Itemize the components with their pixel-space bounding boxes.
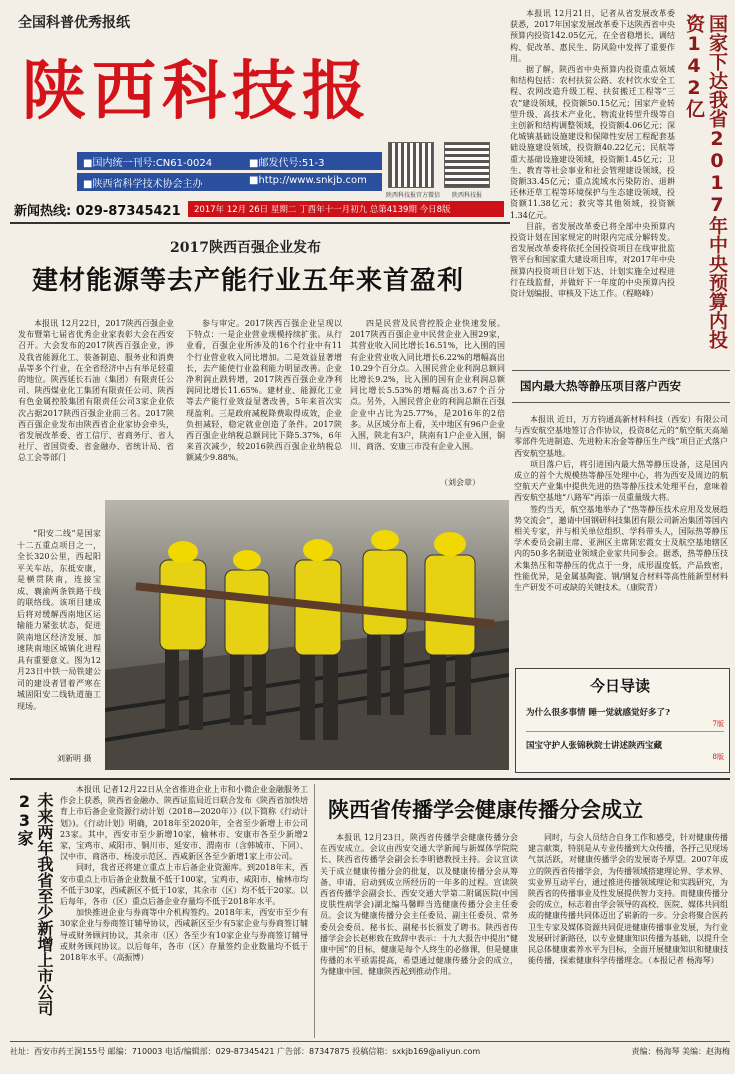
sponsor: ■陕西省科学技术协会主办 — [83, 179, 203, 190]
cn-number: ■国内统一刊号:CN61-0024 — [83, 158, 213, 169]
story-kicker: 2017陕西百强企业发布 — [170, 240, 321, 256]
story-col-2: 参与审定。2017陕西百强企业呈现以下特点：一是企业营业规模持续扩张。从行业看，百强企业所涉及的16个行业中有11个行业营业收入同比增加。二是效益显著增长，去产能使行业盈利能力明显改善。企业净利润止跌转增，2017陕西百强企业净利润同比增长11.65%。建材业、能源化工业等去产能行业效益显著改善，5年来首次实现盈利。三是政府减税降费取得成效，企业负担减轻，稳定就业创造了条件。2017陕西百强企业纳税总额同比下降5.37%，6年来首次减少，较2016陕西百强企业纳税总额减少9.88%。 — [186, 319, 342, 463]
guide-item[interactable] — [526, 706, 724, 732]
story-headline: 建材能源等去产能行业五年来首盈利 — [32, 266, 465, 296]
post-code: ■邮发代号:51-3 — [249, 158, 325, 169]
photo-caption: “阳安二线”是国家十二五重点项目之一，全长320公里，西起阳平关车站，东抵安康，是横贯陕南，连接宝成、襄渝两条铁路干线的联络线。该项目建成后将对缓解西南地区运输能力紧张状态，促进陕南地区经济发展、加速陕南地区城镇化进程具有重要意义。图为12月23日中铁一局铁建公司的建设者冒着严寒在城固阳安二线轨道施工现场。 — [17, 529, 101, 711]
story-byline: （刘会章） — [440, 478, 480, 487]
masthead-slogan: 全国科普优秀报纸 — [18, 15, 130, 31]
guide-item[interactable] — [526, 739, 724, 765]
guide-item-page: 8版 — [712, 753, 724, 761]
paragraph: 同时，我省还将建立重点上市后备企业资源库。到2018年末，西安市重点上市后备企业数量不低于100家，宝鸡市、咸阳市、榆林市均不低于30家，西咸新区不低于10家，其余市（区）均不低于20家。以后每年，各市（区）重点后备企业存量均不低于2018年水平。 — [60, 863, 308, 907]
website-link[interactable]: ■http://www.snkjb.com — [249, 175, 367, 186]
story-headline: 国内最大热等静压项目落户西安 — [520, 379, 681, 393]
paragraph: 项目落户后，将引进国内最大热等静压设备，这是国内成立的首个大规模热等静压处理中心，将为西安及周边的航空航天产业集中提供先进的热等静压技术处理平台，意味着西安航空基地“八路军”再添一员重量级大将。 — [514, 459, 728, 503]
story-col-1: 本报讯 12月22日，2017陕西百强企业发布暨第七届省优秀企业家表彰大会在西安召开。大会发布的2017陕西百强企业，涉及我省能源化工、装备制造、服务业和消费品等多个行业，在全省经济中占有举足轻重的地位。陕西延长石油（集团）有限责任公司、陕西煤业化工集团有限责任公司、陕西有色金属控股集团有限责任公司3家企业依次占据2017陕西百强企业前三名。2017陕西百强企业发布由陕西省企业家协会牵头，省发展改革委、省工信厅、省商务厅、省人社厅、省国资委、省金融办、省统计局、省总工会等部门 — [18, 319, 174, 463]
story-body — [510, 8, 675, 299]
date-line: 2017年 12月 26日 星期二 丁酉年十一月初九 总第4139期 今日8版 — [194, 205, 451, 215]
today-guide-box — [515, 668, 730, 773]
vertical-headline: 国家下达我省2017年中央预算内投资142亿 — [683, 14, 728, 349]
bottom-left-story — [10, 784, 310, 1039]
paragraph: 本报讯 近日，万方钧通高新材料科技（西安）有限公司与西安航空基地签订合作协议，投资8亿元的“航空航天高端零部件先进制造、先进粉末冶金等静压生产线”项目正式落户西安航空基地。 — [514, 415, 728, 458]
story-body — [60, 784, 308, 963]
qr-code-official[interactable] — [444, 142, 490, 188]
story-col-1: 本报讯 12月23日，陕西省传播学会健康传播分会在西安成立。会议由西安交通大学新闻与新媒体学院院长、陕西省传播学会副会长李明德教授主持。会议宣读关于成立健康传播分会的批复，以及健康传播分会从筹备、申请、启动到成立所经历的一年多的过程。宣读陕西省传播学会副会长、西安交通大学第二附属医院(中国皮肤性病学会)湖北编马馨畔当选健康传播分会主任委员。会议为健康传播分会主任委员、副主任委员、常务委员会委员、秘书长、副秘书长颁发了聘书。陕西省传播学会会长赵彬致在致辞中表示：十九大报告中提出“健康中国”的目标，健康是每个人终生的必修课，但是健康传播的水平亟需提高，希望通过健康传播分会的成立，为健康中国、健康陕西起到推动作用。 — [320, 833, 518, 977]
paragraph: 目前，省发展改革委已将全部中央预算内投资计划在国家规定的时限内完成分解转发。省发展改革委将依托全国投资项目在线审批监管平台和国家重大建设项目库，对2017年中央预算内投资项目计划下达、计划实施全过程进行在线监督，并做好下一年度的中央预算内投资计划编报、审核及下达工作。（程略峰） — [510, 221, 675, 299]
paragraph: 签约当天，航空基地举办了“热等静压技术应用及发展趋势交流会”，邀请中国钢研科技集团有限公司新冶集团等国内相关专家，并与相关单位组织、学科带头人，国际热等静压学术委员会副主席、亚洲区主席陈宏霞女士及航空基地辖区内的50多名制造业领域企业家共同参会。据悉，热等静压技术集热压和等静压的优点于一身，成形温度低，产品致密，性能优异，是金属基陶瓷、钢/钢复合材料等高性能新型材料生产研发不可或缺的关键技术。（康院青） — [514, 504, 728, 593]
qr1-label: 陕西科技报官方微信 — [386, 192, 441, 199]
vertical-headline: 未来两年我省至少新增上市公司23家 — [15, 792, 54, 1016]
story-headline: 陕西省传播学会健康传播分会成立 — [328, 798, 643, 822]
info-bar-1 — [77, 152, 382, 170]
story-col-3: 四是民营及民营控股企业快速发展。2017陕西百强企业中民营企业入围29家，其营业收入同比增长16.51%，比入围的国有企业营业收入同比增长6.22%的增幅高出10.29个百分点。入围民营企业利润总额同比增长9.2%，比入围的国有企业利润总额同比增长5.53%的增幅高出3.67个百分点。另外，入围民营企业的利润总额在百强企业中占比为25.77%，是2016年的2倍多。从区域分布上看，关中地区有96户企业入围，陕北有3户，陕南有1户企业入围，铜川、商洛、安康三市没有企业入围。 — [350, 319, 505, 452]
construction-photo — [105, 500, 509, 770]
paragraph: 本报讯 记者12月22日从全省推进企业上市和小微企业金融服务工作会上获悉，陕西省金融办、陕西证监局近日联合发布《陕西省加快培育上市后备企业资源行动计划（2018—2020年）》(以下简称《行动计划》)。《行动计划》明确，2018年至2020年，全省至少新增上市公司23家。其中，西安市至少新增10家，榆林市、安康市各至少新增2家，宝鸡市、咸阳市、铜川市、延安市、渭南市（含韩城市、下同）、汉中市、商洛市、杨凌示范区、西咸新区各至少新增1家上市公司。 — [60, 785, 308, 862]
story-body — [514, 414, 728, 593]
newspaper-title: 陕西科技报 — [22, 55, 372, 129]
guide-item-text: 国宝守护人张锦秋院士讲述陕西宝藏 — [526, 741, 663, 751]
photo-block — [17, 500, 509, 770]
photo-credit: 刘新明 摄 — [57, 754, 92, 763]
footer-address: 社址：西安市药王洞155号 邮编：710003 电话/编辑部：029-87345421 广告部：87347875 投稿信箱：sxkjb169@aliyun.com — [10, 1047, 481, 1056]
workers-photo-illustration — [105, 500, 509, 770]
mid-right-story — [512, 370, 732, 648]
story-col-2: 同时，与会人员结合自身工作和感受，针对健康传播建言献策，特别是从专业传播到大众传播，各抒己见现场气氛活跃，对健康传播学会的发展寄予厚望。2007年成立的陕西省传播学会，为传播领域搭建理论界、学术界、实业界互动平台，通过推进传播领域理论和实践研究，为陕西省的传播事业及性发展提供智力支持。而健康传播分会的成立，标志着由学会领导的高校、医院、媒体共同组成的健康传播共同体迈出了崭新的一步。分会将聚合医药卫生专家及媒体资源共同促进健康传播事业发展，为行业发展研讨新路径，以专业健康知识传播为基础，以提升全民总体健康素养水平为目标，全面开展健康知识和健康技能传播，探索健康科学传播理念。（本报记者 杨海琴） — [528, 833, 728, 966]
guide-item-text: 为什么很多事情 睡一觉就感觉好多了? — [526, 708, 670, 718]
paragraph: 本报讯 12月21日，记者从省发展改革委获悉，2017年国家发展改革委下达陕西省中央预算内投资142.05亿元，在全省稳增长、调结构、促改革、惠民生、防风险中发挥了重要作用。 — [510, 9, 675, 63]
date-bar — [188, 201, 504, 217]
top-right-story — [510, 8, 730, 368]
footer — [10, 1046, 730, 1062]
info-bar-2 — [77, 173, 382, 191]
paragraph: 据了解，陕西省中央预算内投资重点领域和结构包括：农村扶贫公路、农村饮水安全工程、农网改造升级工程、扶贫搬迁工程等“三农”建设领域，投资额50.15亿元；国家产业转型升级、高技术产业化、物流业转型升级等自主创新和结构调整领域，投资额4.06亿元；深化城镇基础设施建设和保障性安居工程配套基础设施建设领域，投资额40.22亿元；民航等重大基础设施建设领域，投资额1.45亿元；卫生、教育等社会事业和社会管理建设领域，投资额33.45亿元；重点流域水污染防治、退耕还林还草工程等环境保护与生态建设领域，投资额11.38亿元；救灾等其他领域，投资额1.34亿元。 — [510, 65, 675, 220]
today-guide-title: 今日导读 — [590, 677, 651, 695]
footer-editors: 责编：杨海琴 美编：赵海梅 — [631, 1047, 730, 1056]
qr2-label: 陕西科技报 — [452, 192, 483, 199]
hotline: 新闻热线: 029-87345421 — [14, 204, 181, 219]
lead-story — [10, 232, 505, 494]
guide-item-page: 7版 — [712, 720, 724, 728]
bottom-right-story — [320, 784, 730, 1039]
qr-code-wechat[interactable] — [388, 142, 434, 188]
paragraph: 加快推进企业与券商等中介机构签约。2018年末，西安市至少有30家企业与券商签订辅导协议，西咸新区至少有5家企业与券商签订辅导或财务顾问协议，其余市（区）各至少有10家企业与券商签订辅导或财务顾问协议。以后每年，各市（区）存量签约企业数量均不低于2018年水平。（高振博） — [60, 908, 308, 963]
